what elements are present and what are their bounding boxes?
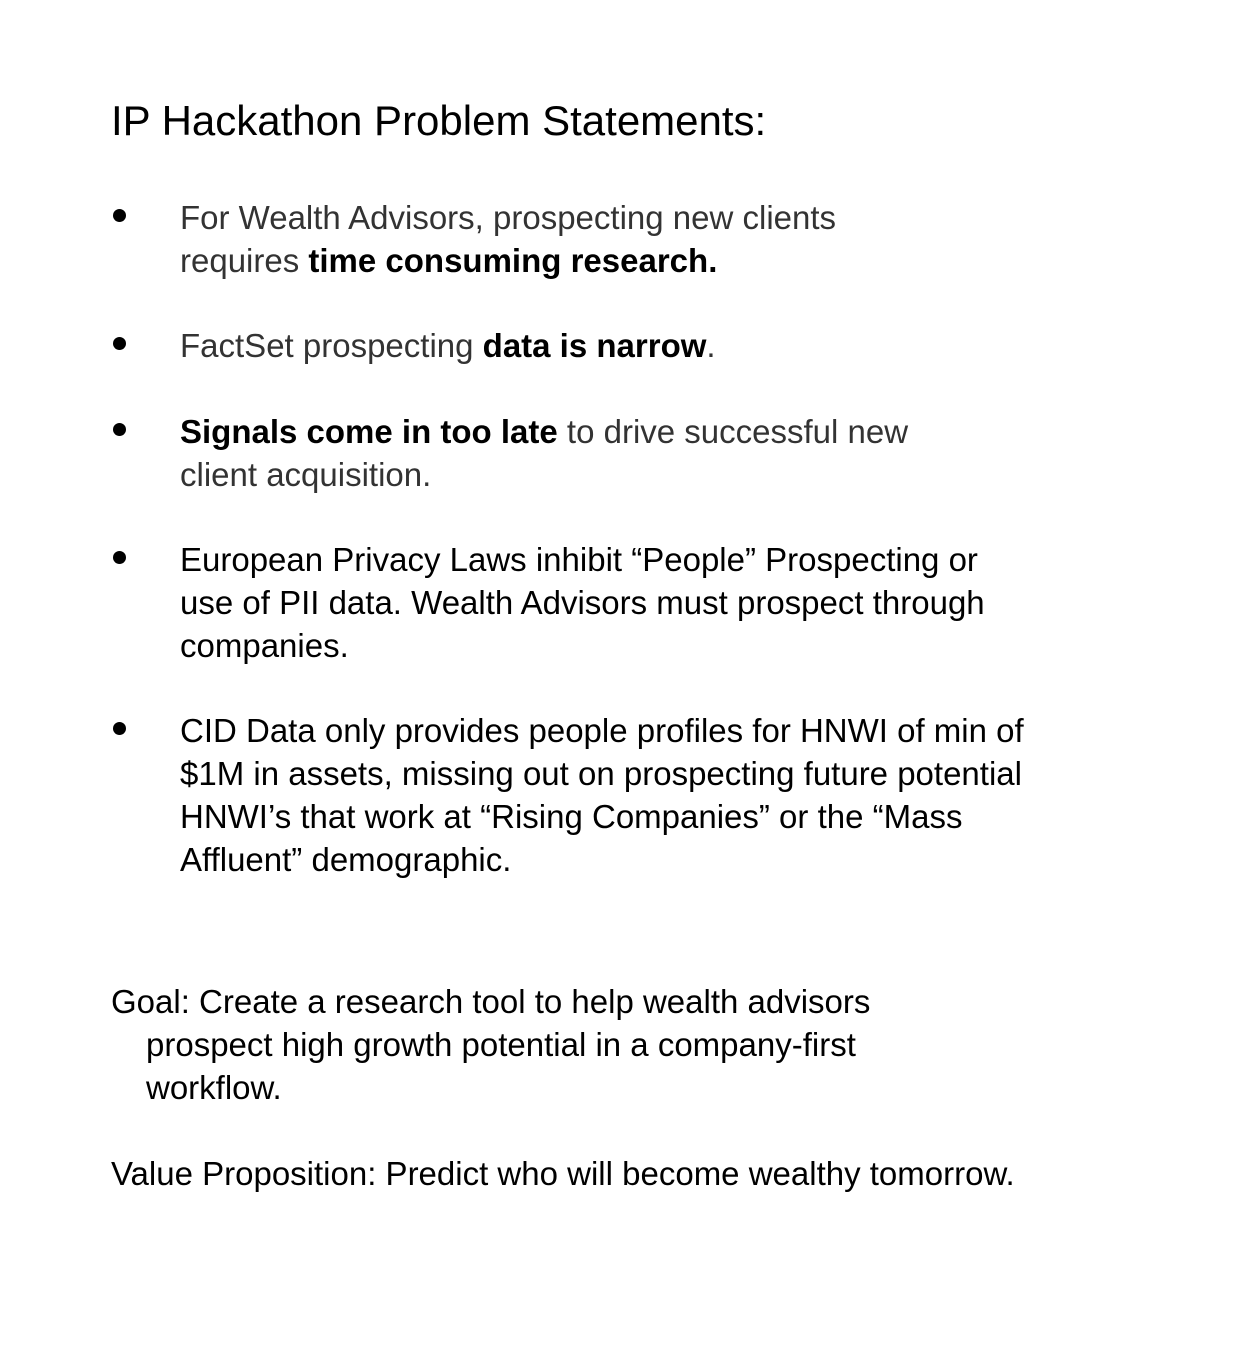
bullet-icon [113, 423, 126, 436]
bullet-text-bold: data is narrow [482, 327, 707, 364]
bullet-text: CID Data only provides people profiles for HNWI of min of $1M in assets, missing out on prospecting future potential HNWI’s that work at “Rising Companies” or the “Mass Affluent” demographic. [180, 712, 1024, 878]
bullet-text-bold: Signals come in too late [180, 413, 558, 450]
goal-label: Goal: [111, 983, 190, 1020]
bullet-text-bold: time consuming research. [308, 242, 718, 279]
bullet-text [180, 324, 1040, 367]
bullet-text-plain: to drive successful new client acquisition. [180, 413, 909, 493]
bullet-text [180, 410, 980, 496]
bullet-text [180, 196, 920, 282]
bullet-icon [113, 551, 126, 564]
goal-text: Create a research tool to help wealth advisors prospect high growth potential in a company-first workflow. [146, 983, 871, 1106]
goal-paragraph [111, 980, 986, 1109]
bullet-text: European Privacy Laws inhibit “People” Prospecting or use of PII data. Wealth Advisors must prospect through companies. [180, 541, 985, 664]
page-title: IP Hackathon Problem Statements: [111, 97, 767, 144]
bullet-icon [113, 722, 126, 735]
bullet-text-plain: For Wealth Advisors, prospecting new clients requires [180, 199, 837, 279]
bullet-icon [113, 337, 126, 350]
bullet-text-plain: FactSet prospecting [180, 327, 483, 364]
bullet-text-plain: . [706, 327, 716, 364]
value-proposition-paragraph: Value Proposition: Predict who will become wealthy tomorrow. [111, 1155, 1015, 1192]
bullet-icon [113, 209, 126, 222]
